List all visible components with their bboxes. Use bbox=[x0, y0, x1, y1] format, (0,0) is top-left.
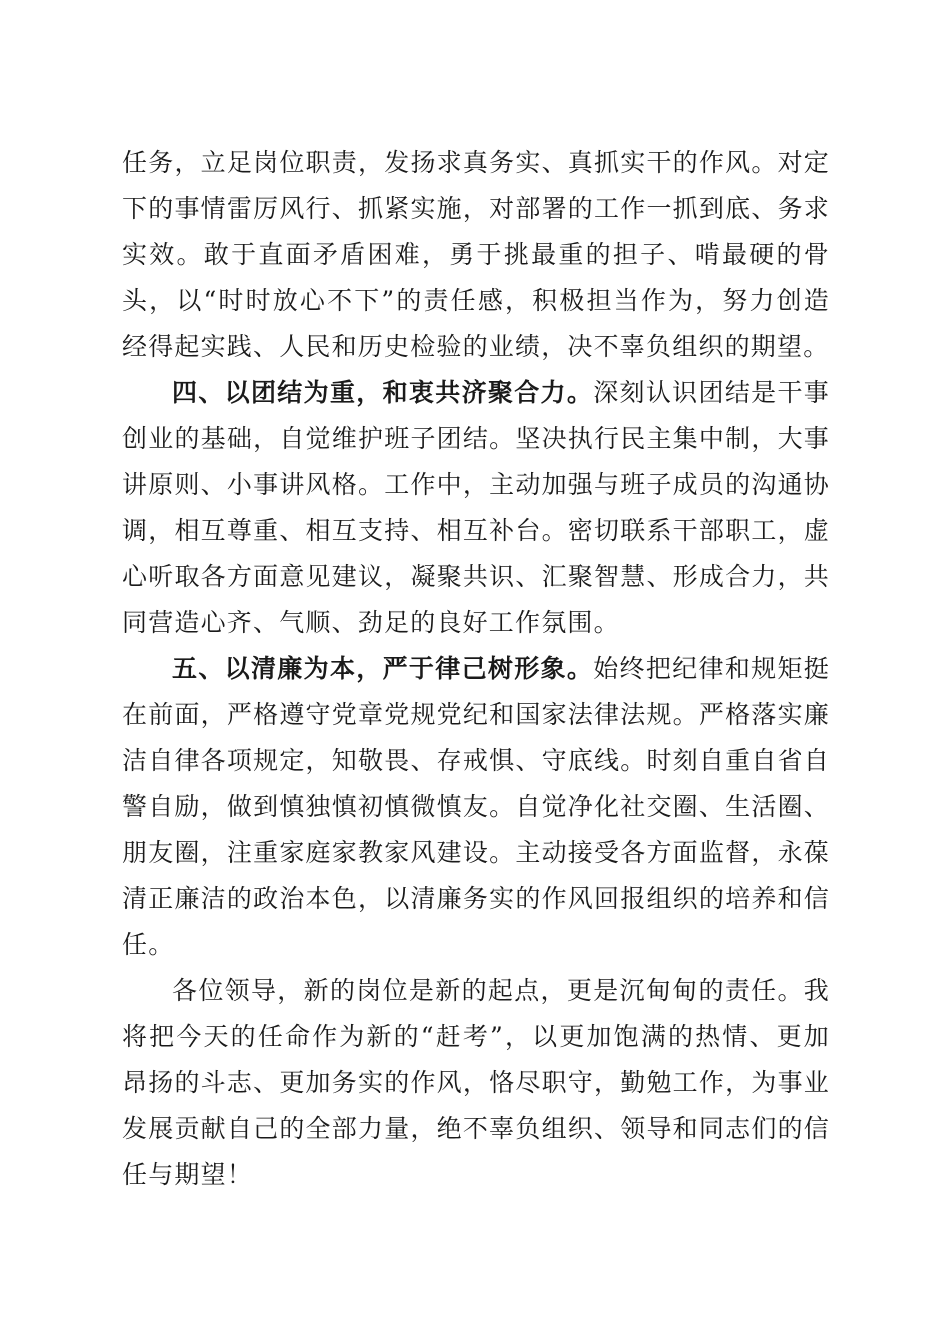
section-heading-five: 五、以清廉为本，严于律己树形象。 bbox=[172, 654, 594, 683]
paragraph-continuation bbox=[122, 140, 830, 370]
paragraph-text: 各位领导，新的岗位是新的起点，更是沉甸甸的责任。我将把今天的任命作为新的“赶考”，以更加饱满的热情、更加昂扬的斗志、更加务实的作风，恪尽职守，勤勉工作，为事业发展贡献自己的全部力量，绝不辜负组织、领导和同志们的信任与期望！ bbox=[122, 976, 830, 1189]
section-heading-four: 四、以团结为重，和衷共济聚合力。 bbox=[172, 378, 594, 407]
paragraph-unity bbox=[122, 370, 830, 646]
paragraph-integrity bbox=[122, 646, 830, 968]
document-page bbox=[122, 140, 830, 1198]
paragraph-text: 任务，立足岗位职责，发扬求真务实、真抓实干的作风。对定下的事情雷厉风行、抓紧实施，对部署的工作一抓到底、务求实效。敢于直面矛盾困难，勇于挑最重的担子、啃最硬的骨头，以“时时放心不下”的责任感，积极担当作为，努力创造经得起实践、人民和历史检验的业绩，决不辜负组织的期望。 bbox=[122, 148, 830, 361]
paragraph-text: 始终把纪律和规矩挺在前面，严格遵守党章党规党纪和国家法律法规。严格落实廉洁自律各项规定，知敬畏、存戒惧、守底线。时刻自重自省自警自励，做到慎独慎初慎微慎友。自觉净化社交圈、生活圈、朋友圈，注重家庭家教家风建设。主动接受各方面监督，永葆清正廉洁的政治本色，以清廉务实的作风回报组织的培养和信任。 bbox=[122, 654, 830, 959]
paragraph-closing bbox=[122, 968, 830, 1198]
paragraph-text: 深刻认识团结是干事创业的基础，自觉维护班子团结。坚决执行民主集中制，大事讲原则、小事讲风格。工作中，主动加强与班子成员的沟通协调，相互尊重、相互支持、相互补台。密切联系干部职工，虚心听取各方面意见建议，凝聚共识、汇聚智慧、形成合力，共同营造心齐、气顺、劲足的良好工作氛围。 bbox=[122, 378, 830, 637]
